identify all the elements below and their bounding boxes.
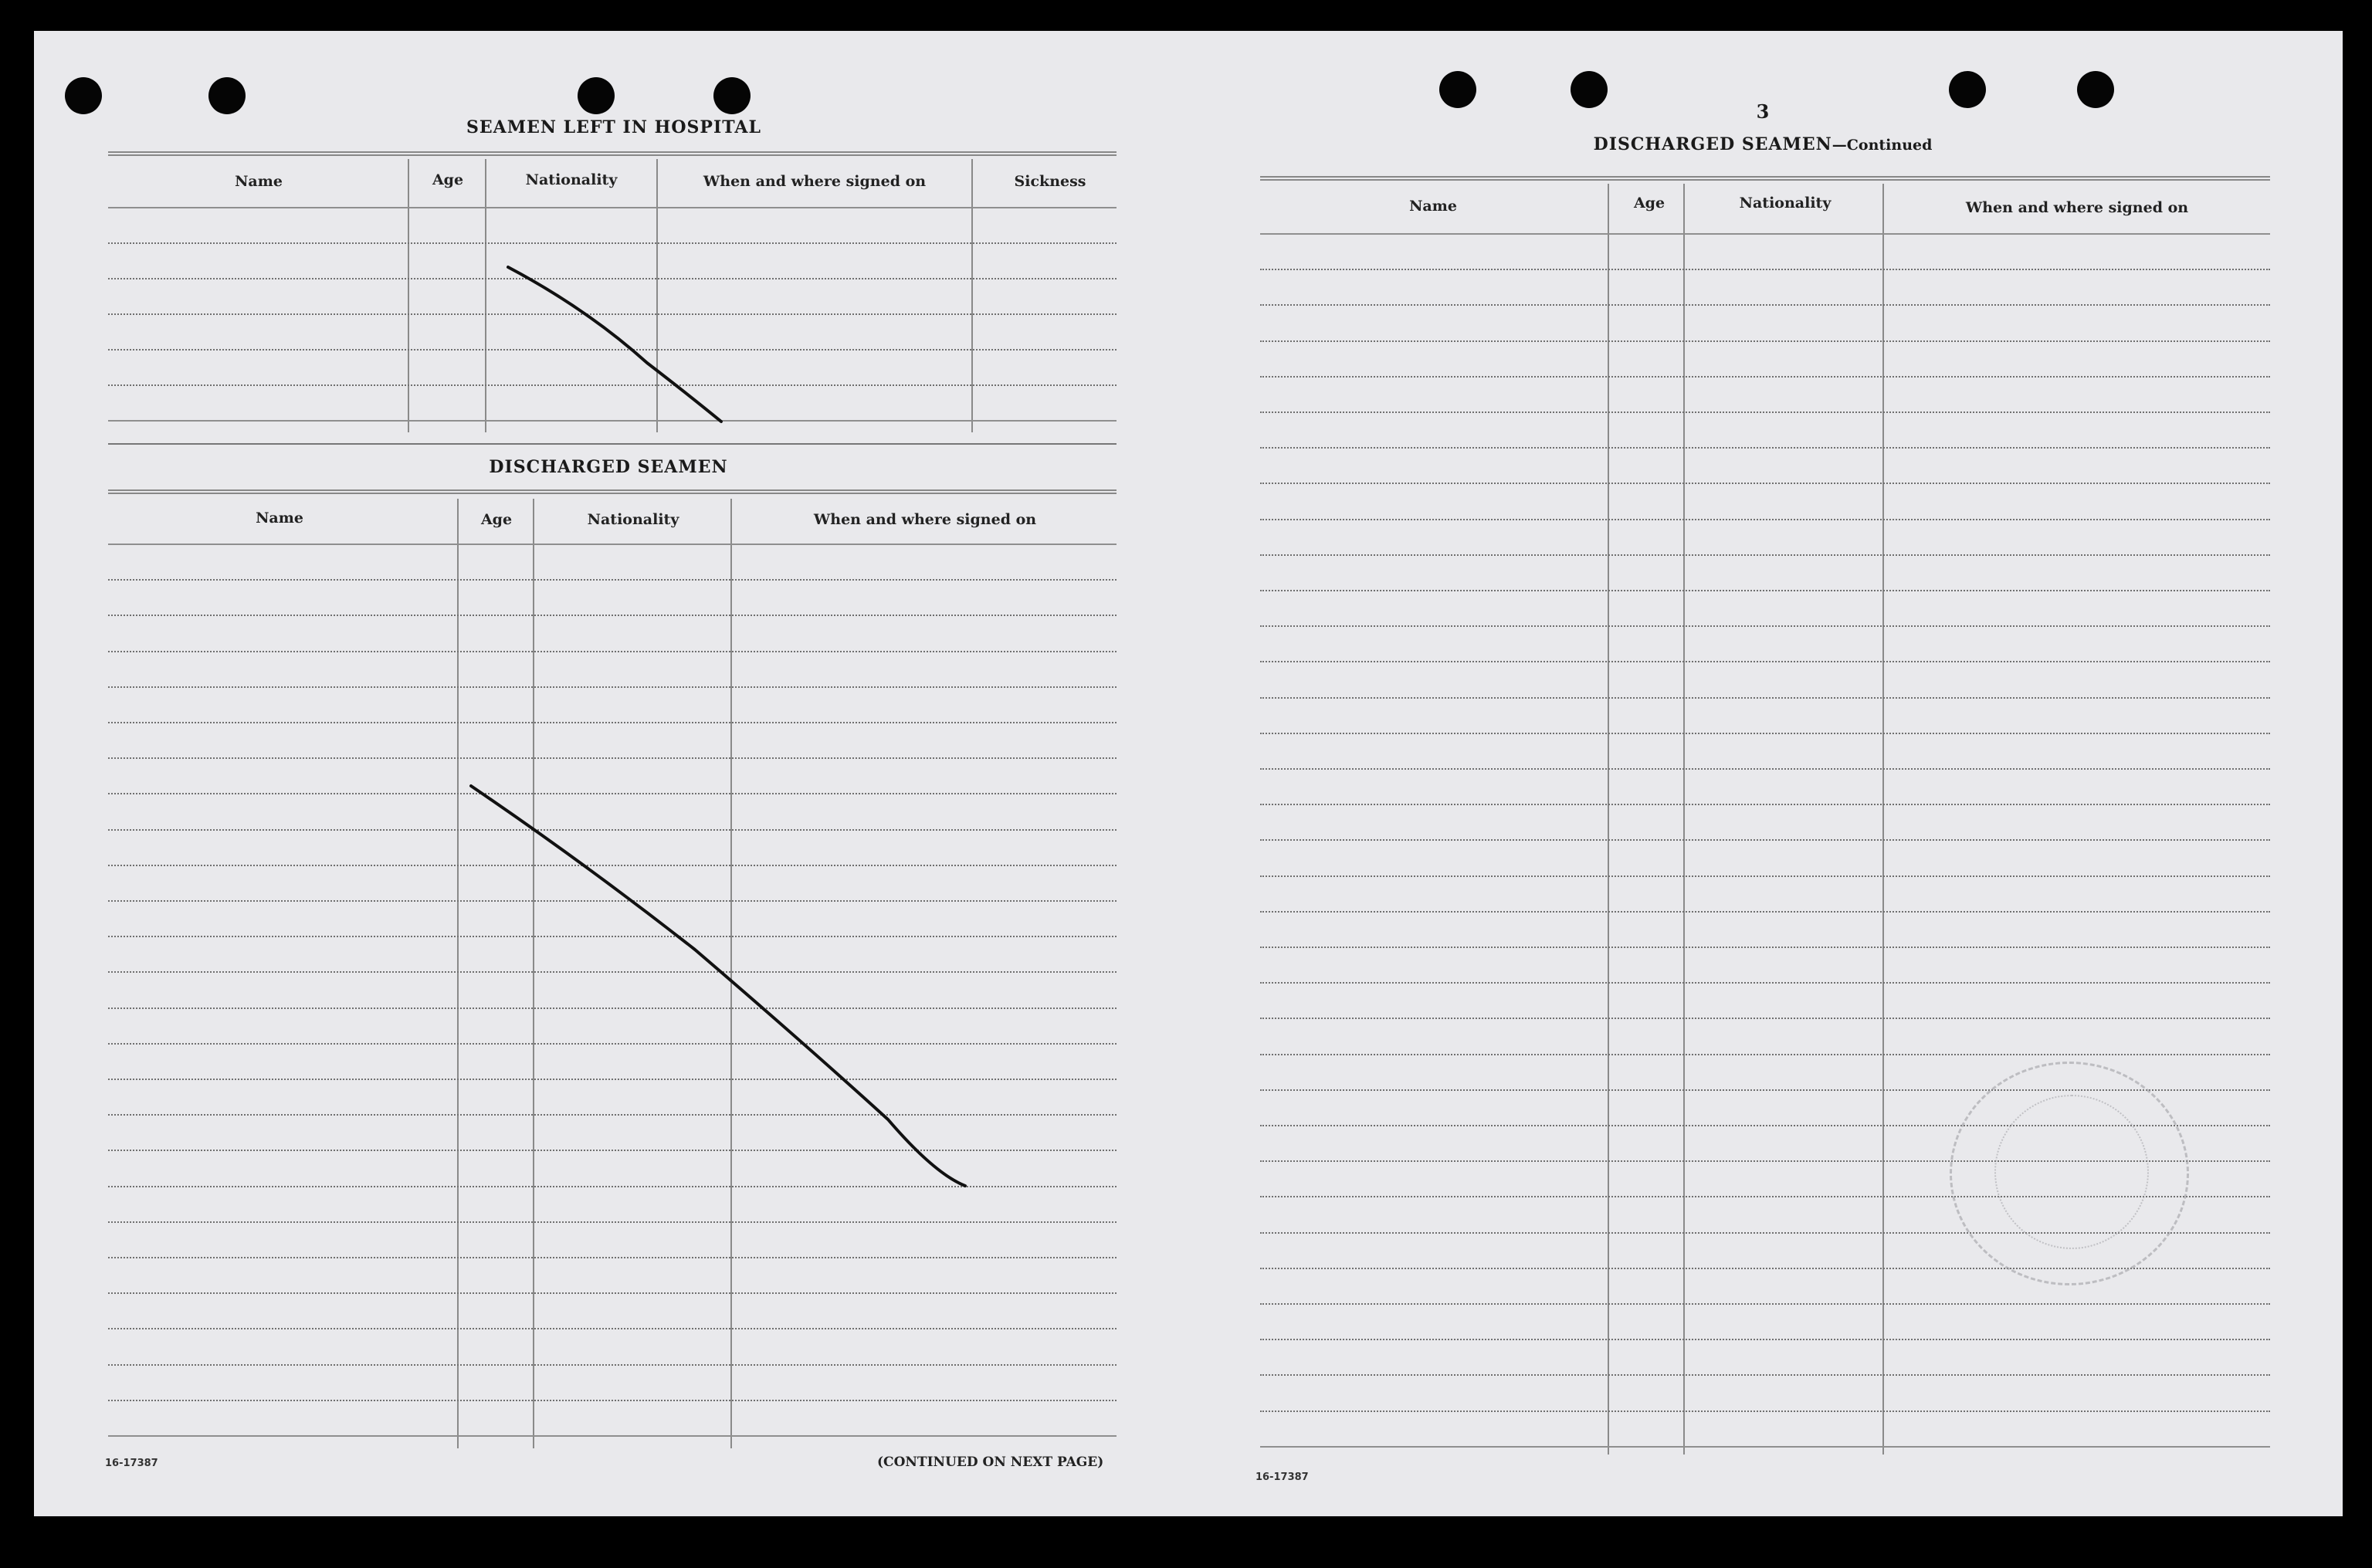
column-header-when-where: When and where signed on bbox=[1965, 199, 2189, 216]
discharged-continued-title-text: DISCHARGED SEAMEN bbox=[1593, 134, 1832, 154]
hospital-strike-line bbox=[508, 267, 721, 422]
column-header-name: Name bbox=[256, 510, 303, 527]
column-header-age: Age bbox=[480, 511, 513, 528]
column-header-age: Age bbox=[1633, 195, 1665, 212]
column-header-when-where: When and where signed on bbox=[813, 511, 1037, 528]
column-header-sickness: Sickness bbox=[1014, 173, 1086, 190]
discharged-section-title: DISCHARGED SEAMEN bbox=[489, 457, 728, 477]
column-header-nationality: Nationality bbox=[525, 171, 618, 188]
column-header-age: Age bbox=[432, 171, 464, 188]
column-header-nationality: Nationality bbox=[1739, 195, 1832, 212]
column-header-when-where: When and where signed on bbox=[703, 173, 927, 190]
form-number: 16-17387 bbox=[1255, 1471, 1309, 1483]
continued-suffix: —Continued bbox=[1832, 137, 1933, 154]
hospital-section-title: SEAMEN LEFT IN HOSPITAL bbox=[466, 117, 761, 137]
column-header-nationality: Nationality bbox=[587, 511, 679, 528]
column-header-name: Name bbox=[1409, 198, 1457, 215]
column-header-name: Name bbox=[235, 173, 283, 190]
form-number: 16-17387 bbox=[105, 1458, 158, 1469]
discharged-strike-line bbox=[471, 786, 965, 1186]
continued-note: (CONTINUED ON NEXT PAGE) bbox=[877, 1455, 1104, 1470]
page-number: 3 bbox=[1756, 100, 1770, 123]
